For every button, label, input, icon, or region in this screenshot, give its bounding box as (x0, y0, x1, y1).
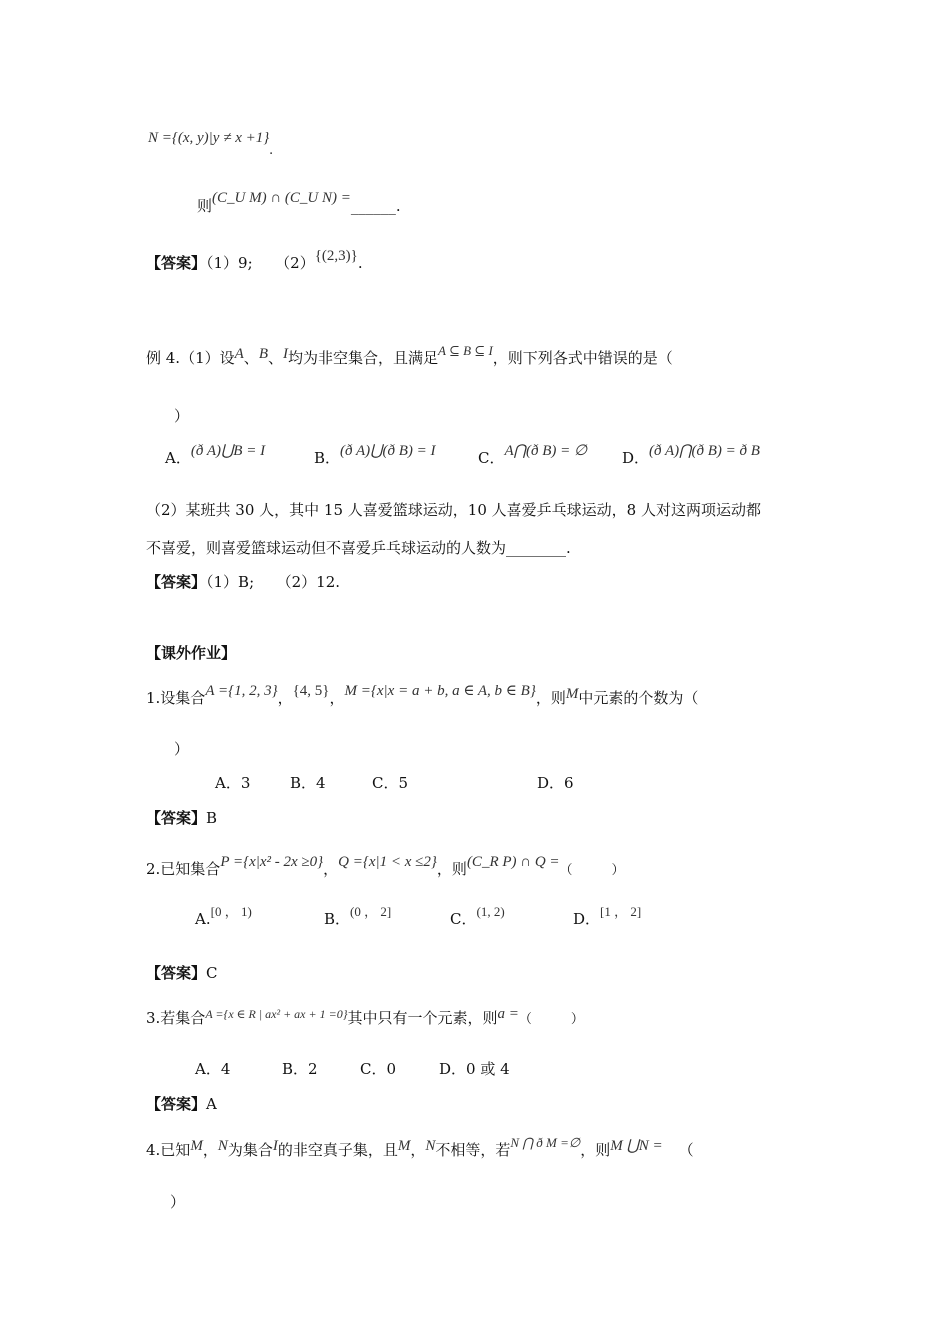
complement-expression: (C_U M) ∩ (C_U N) = (212, 190, 351, 206)
hw-q2-answer: 【答案】C (146, 964, 218, 982)
complement-question: 则(C_U M) ∩ (C_U N) =______. (197, 190, 401, 215)
option-b: B．(ð A)⋃(ð B) = I (314, 443, 436, 467)
homework-title: 【课外作业】 (146, 644, 237, 662)
option-c: C．A⋂(ð B) = ∅ (478, 443, 588, 467)
hw-q1-answer: 【答案】B (146, 809, 218, 827)
hw-q3-option-d: D．0 或 4 (439, 1060, 510, 1078)
hw-q3-option-c: C．0 (360, 1060, 397, 1078)
hw-q2: 2.已知集合P ={x|x² - 2x ≥0}，Q ={x|1 < x ≤2}，则(C_R P) ∩ Q =（ ） (146, 854, 625, 878)
example-4-intro: 例 4.（1）设A、B、I均为非空集合，且满足A ⊆ B ⊆ I，则下列各式中错误的是（ (146, 343, 673, 367)
hw-q1-option-c: C．5 (372, 774, 409, 792)
hw-q1-option-a: A．3 (215, 774, 251, 792)
hw-q3-answer: 【答案】A (146, 1095, 217, 1113)
hw-q2-option-c: C．(1, 2) (450, 904, 505, 928)
option-a: A．(ð A)⋃B = I (165, 443, 266, 467)
hw-q4-close-paren: ） (170, 1193, 186, 1211)
hw-q1-option-d: D．6 (537, 774, 574, 792)
answer-line-2: 【答案】（1）B; （2）12. (146, 573, 341, 591)
hw-q1-option-b: B．4 (290, 774, 326, 792)
hw-q2-option-b: B．(0 ， 2] (324, 904, 392, 928)
example-4-close-paren: ） (174, 407, 190, 425)
hw-q3-option-a: A．4 (195, 1060, 231, 1078)
hw-q2-option-a: A.[0 ， 1) (195, 904, 252, 928)
hw-q1: 1.设集合A ={1, 2, 3}，{4, 5}，M ={x|x = a + b, a ∈ A, b ∈ B}，则M中元素的个数为（ (146, 683, 699, 707)
answer-blank: ______. (350, 197, 401, 215)
n-set-definition: N ={(x, y)|y ≠ x +1}. (148, 130, 273, 158)
hw-q2-option-d: D．[1 ， 2] (573, 904, 642, 928)
hw-q3: 3.若集合$^{A =\{x \in R | ax^2 + ax + 1 =0\}}$其中只有一个元素，则a =（ ） (146, 1006, 584, 1027)
hw-q4: 4.已知M，N为集合I的非空真子集，且M，N不相等，若N ⋂ ð M =∅，则M ⋃N = （ (146, 1135, 694, 1159)
hw-q3-option-b: B．2 (282, 1060, 318, 1078)
option-d: D．(ð A)⋂(ð B) = ð B (622, 443, 760, 467)
example-4-q2-line1: （2）某班共 30 人，其中 15 人喜爱篮球运动，10 人喜爱乒乓球运动，8 人对这两项运动都 (146, 501, 761, 519)
example-4-q2-line2: 不喜爱，则喜爱篮球运动但不喜爱乒乓球运动的人数为________. (146, 539, 571, 557)
hw-q1-close-paren: ） (174, 740, 190, 758)
answer-line-1: 【答案】（1）9; （2）{(2,3)}. (146, 248, 363, 272)
